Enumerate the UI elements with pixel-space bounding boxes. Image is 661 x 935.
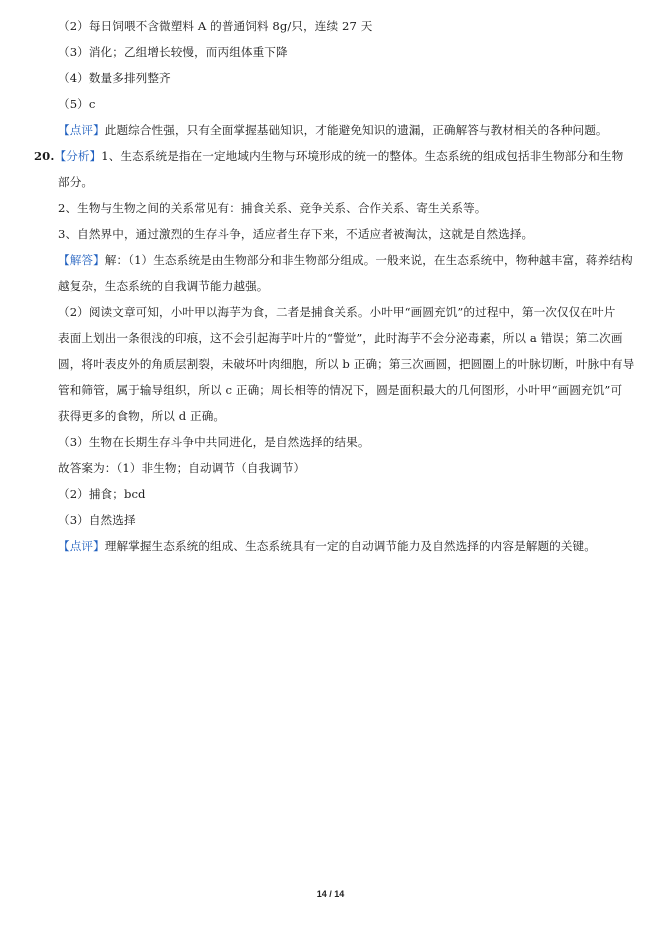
- analysis-point-3: 3、自然界中，通过激烈的生存斗争，适应者生存下来，不适应者被淘汰，这就是自然选择。: [58, 227, 534, 241]
- comment-text-2: 理解掌握生态系统的组成、生态系统具有一定的自动调节能力及自然选择的内容是解题的关键。: [104, 539, 596, 553]
- final-answer-line-1: 故答案为：（1）非生物；自动调节（自我调节）: [58, 461, 306, 475]
- answer-line-2: （2）每日饲喂不含微塑料 A 的普通饲料 8g/只，连续 27 天: [58, 19, 373, 33]
- solution-text: 解：（1）生态系统是由生物部分和非生物部分组成。一般来说，在生态系统中，物种越丰富，蒋养结构: [104, 253, 633, 267]
- solution-part-3: （3）生物在长期生存斗争中共同进化，是自然选择的结果。: [58, 435, 370, 449]
- comment-line-2: [58, 538, 596, 554]
- analysis-point-2: 2、生物与生物之间的关系常见有：捕食关系、竞争关系、合作关系、寄生关系等。: [58, 201, 487, 215]
- solution-part-2-line-4: 管和筛管，属于输导组织，所以 c 正确；周长相等的情况下，圆是面积最大的几何图形，小叶甲“画圆充饥”可: [58, 383, 623, 397]
- page-number: 14 / 14: [316, 889, 345, 899]
- solution-tag: 【解答】: [58, 253, 105, 267]
- solution-part-2-line-3: 圆，将叶表皮外的角质层割裂，未破坏叶肉细胞，所以 b 正确；第三次画圆，把圆圈上的叶脉切断，叶脉中有导: [58, 357, 635, 371]
- solution-part-2-line-1: （2）阅读文章可知，小叶甲以海芋为食，二者是捕食关系。小叶甲“画圆充饥”的过程中，第一次仅仅在叶片: [58, 305, 616, 319]
- comment-tag-2: 【点评】: [58, 539, 105, 553]
- comment-tag: 【点评】: [58, 123, 105, 137]
- solution-part-2-line-2: 表面上划出一条很浅的印痕，这不会引起海芋叶片的“警觉”，此时海芋不会分泌毒素，所以 a 错误；第二次画: [58, 331, 623, 345]
- answer-line-3: （3）消化；乙组增长较慢，而丙组体重下降: [58, 45, 288, 59]
- answer-line-5: （5）c: [58, 97, 96, 111]
- solution-continued: 越复杂，生态系统的自我调节能力越强。: [58, 279, 269, 293]
- analysis-continued: 部分。: [58, 175, 94, 189]
- final-answer-line-2: （2）捕食；bcd: [58, 487, 146, 501]
- question-20-analysis: [34, 148, 623, 164]
- comment-line: [58, 122, 608, 138]
- analysis-text: 1、生态系统是指在一定地域内生物与环境形成的统一的整体。生态系统的组成包括非生物部分和生物: [101, 149, 624, 163]
- question-number: 20.: [34, 149, 55, 163]
- comment-text: 此题综合性强，只有全面掌握基础知识，才能避免知识的遗漏，正确解答与教材相关的各种问题。: [104, 123, 608, 137]
- analysis-tag: 【分析】: [54, 149, 102, 163]
- solution-line: [58, 252, 633, 268]
- answer-line-4: （4）数量多排列整齐: [58, 71, 171, 85]
- solution-part-2-line-5: 获得更多的食物，所以 d 正确。: [58, 409, 226, 423]
- final-answer-line-3: （3）自然选择: [58, 513, 136, 527]
